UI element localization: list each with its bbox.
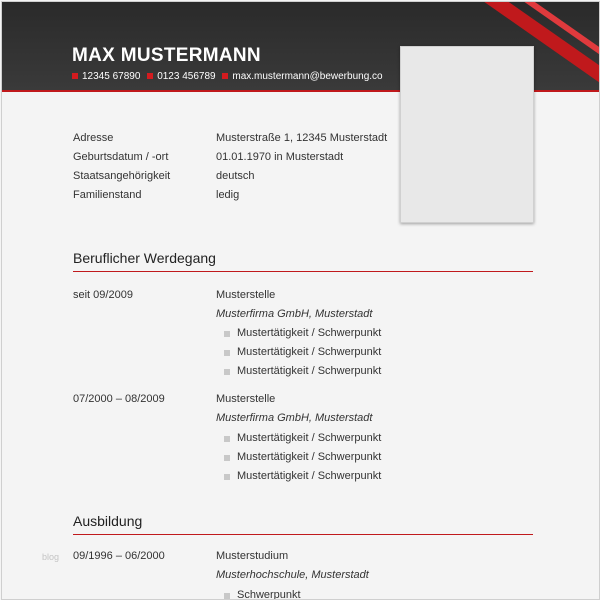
applicant-name: MAX MUSTERMANN [72,45,261,66]
email-address: max.mustermann@bewerbung.co [232,71,383,82]
section-divider [73,271,533,272]
entry-date: 09/1996 – 06/2000 [73,550,165,562]
watermark-text: blog [42,552,60,562]
bullet-icon [224,436,230,442]
task-item: Mustertätigkeit / Schwerpunkt [237,451,382,463]
bullet-icon [224,350,230,356]
personal-label: Staatsangehörigkeit [73,170,171,182]
entry-school: Musterhochschule, Musterstadt [216,569,369,581]
contact-line [72,71,383,82]
task-item: Mustertätigkeit / Schwerpunkt [237,346,382,358]
bullet-icon [224,331,230,337]
entry-company: Musterfirma GmbH, Musterstadt [216,412,373,424]
personal-label: Adresse [73,132,114,144]
bullet-icon [224,593,230,599]
phone-icon [72,73,78,79]
entry-position: Musterstelle [216,393,276,405]
education-item: Schwerpunkt [237,589,301,600]
entry-company: Musterfirma GmbH, Musterstadt [216,308,373,320]
personal-label: Geburtsdatum / -ort [73,151,169,163]
section-title-career: Beruflicher Werdegang [73,250,216,266]
mobile-icon [147,73,153,79]
personal-value: 01.01.1970 in Musterstadt [216,151,344,163]
personal-value: ledig [216,189,240,201]
bullet-icon [224,474,230,480]
cv-page [1,1,600,600]
task-item: Mustertätigkeit / Schwerpunkt [237,365,382,377]
section-divider [73,534,533,535]
task-item: Mustertätigkeit / Schwerpunkt [237,327,382,339]
entry-program: Musterstudium [216,550,289,562]
personal-label: Familienstand [73,189,142,201]
mobile-number: 0123 456789 [157,71,216,82]
phone-number: 12345 67890 [82,71,141,82]
section-title-education: Ausbildung [73,513,143,529]
bullet-icon [224,455,230,461]
email-icon [222,73,228,79]
entry-date: 07/2000 – 08/2009 [73,393,165,405]
personal-value: deutsch [216,170,255,182]
task-item: Mustertätigkeit / Schwerpunkt [237,470,382,482]
bullet-icon [224,369,230,375]
task-item: Mustertätigkeit / Schwerpunkt [237,432,382,444]
personal-value: Musterstraße 1, 12345 Musterstadt [216,132,388,144]
entry-position: Musterstelle [216,289,276,301]
photo-placeholder [400,46,534,223]
entry-date: seit 09/2009 [73,289,133,301]
